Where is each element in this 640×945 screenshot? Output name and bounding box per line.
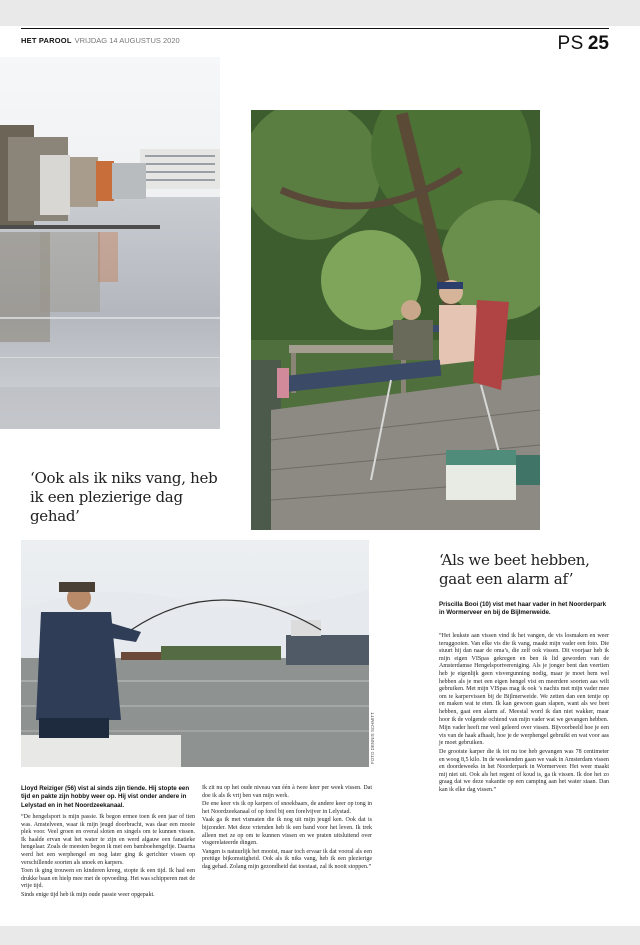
section-page-label (558, 33, 610, 55)
lloyd-paragraph: Sinds enige tijd heb ik mijn oude passie weer opgepakt. (21, 891, 155, 898)
masthead (21, 36, 180, 45)
lloyd-fishing-photo (21, 540, 369, 767)
lloyd-paragraph: Ik zit nu op het oude niveau van één à twee keer per week vissen. Dat doe ik als ik vrij ben van mijn werk. (202, 785, 372, 799)
lloyd-body-col2 (202, 785, 372, 873)
lloyd-paragraph: Toen ik ging trouwen en kinderen kreeg, stopte ik een tijd. Ik had een drukke baan en hielp mee met de opvoeding. Het was schipperen met de vrije tijd. (21, 868, 195, 890)
priscilla-paragraph: De grootste karper die ik tot nu toe heb gevangen was 78 centimeter en woog 8,5 kilo. In de weekenden gaan we vaak in Amsterdam vissen en doordeweeks in het Noorderpark in Wormerveer. Het weer maakt mij niet uit. Ook als het regent of koud is, ga ik vissen. Ik doe het zo graag dat we deze vakantie op een camping aan het water staan. Dan kan ik elke dag vissen.” (439, 748, 609, 793)
priscilla-fishing-photo (251, 110, 540, 530)
header-rule (21, 28, 609, 29)
lloyd-paragraph: “De hengelsport is mijn passie. Ik begon ermee toen ik een jaar of tien was. Amstelveen, waar ik mijn jeugd doorbracht, was daar een mooie plek voor. Veel groen en overal sloten en singels om te kunnen vissen. Ik haalde ervan wat het water te zijn en werd algauw een fanatieke hengelaar. Zoals de meesten begon ik met een bamboehengeltje. Daarna werd het een werphengel en nog later ging ik gerichter vissen op verschillende soorten als snoek en karpers. (21, 814, 195, 866)
photo-credit: FOTO DENNIS SCHMITT (370, 712, 375, 764)
quote-left: ‘Ook als ik niks vang, heb ik een plezierige dag gehad’ (30, 469, 218, 525)
paper-name: HET PAROOL (21, 36, 72, 45)
lloyd-intro: Lloyd Reiziger (56) vist al sinds zijn tiende. Hij stopte een tijd en pakte zijn hobby weer op. Hij vist onder andere in Lelystad en in het Noordzeekanaal. (21, 785, 190, 809)
lloyd-body-col1 (21, 814, 195, 901)
issue-date: VRIJDAG 14 AUGUSTUS 2020 (74, 36, 180, 45)
priscilla-paragraph: Mijn vader heeft me veel geleerd over vissen. Bijvoorbeeld hoe je een vis van de haak afhaalt, hoe je de werphengel gebruikt en wat voor aas je moet gebruiken. (439, 725, 609, 747)
lloyd-paragraph: De ene keer vis ik op karpers of snoekbaars, de andere keer op tong in het Noordzeekanaal of op forel bij een forelvijver in Lelystad. (202, 801, 372, 815)
lloyd-paragraph: Vangen is natuurlijk het mooist, maar toch ervaar ik dat vooral als een prettige bijkomstigheid. Ook als ik niks vang, heb ik een plezierige dag gehad. Zolang mijn gezondheid dat toestaat, zal ik nooit stoppen.” (202, 848, 372, 870)
lloyd-paragraph: Vaak ga ik met vismaten die ik nog uit mijn jeugd ken. Ook dat is bijzonder. Met deze vrienden heb ik een band voor het leven. Ik trek alleen met ze op om te kunnen vissen en we praten uitsluitend over visgerelateerde dingen. (202, 817, 372, 847)
section-name: PS (557, 33, 584, 54)
priscilla-paragraph: “Het leukste aan vissen vind ik het vangen, de vis losmaken en weer teruggooien. Van elke vis die ik vang, maakt mijn vader een foto. Die stuurt hij dan naar de oma’s, die zelf ook vissen. Dit voorjaar heb ik mijn eigen VISpas gekregen en ben ik lid geworden van de Amsterdamse Hengelsportvereniging. Als je jonger bent dan veertien heb je eigenlijk geen visvergunning nodig, maar je moet hem wel hebben als je met een eigen hengel vist en meerdere soorten aas wilt gebruiken. Met mijn VISpas mag ik ook ’s nachts met mijn vader mee om te karpervissen bij de Bijlmerweide. We zetten dan een tentje op en maken wat te eten. Ik kan gewoon gaan slapen, want als we beet hebben, gaat een alarm af. Meestal word ik dan niet wakker, maar hoor ik de volgende ochtend van mijn vader wat we gevangen hebben. (439, 633, 609, 723)
priscilla-body (439, 633, 609, 795)
page-number: 25 (587, 33, 609, 54)
houseboats-photo (0, 57, 220, 429)
priscilla-intro: Priscilla Booi (10) vist met haar vader in het Noorderpark in Wormerveer en bij de Bijlmerweide. (439, 601, 607, 617)
quote-right: ‘Als we beet hebben, gaat een alarm af’ (439, 551, 590, 588)
